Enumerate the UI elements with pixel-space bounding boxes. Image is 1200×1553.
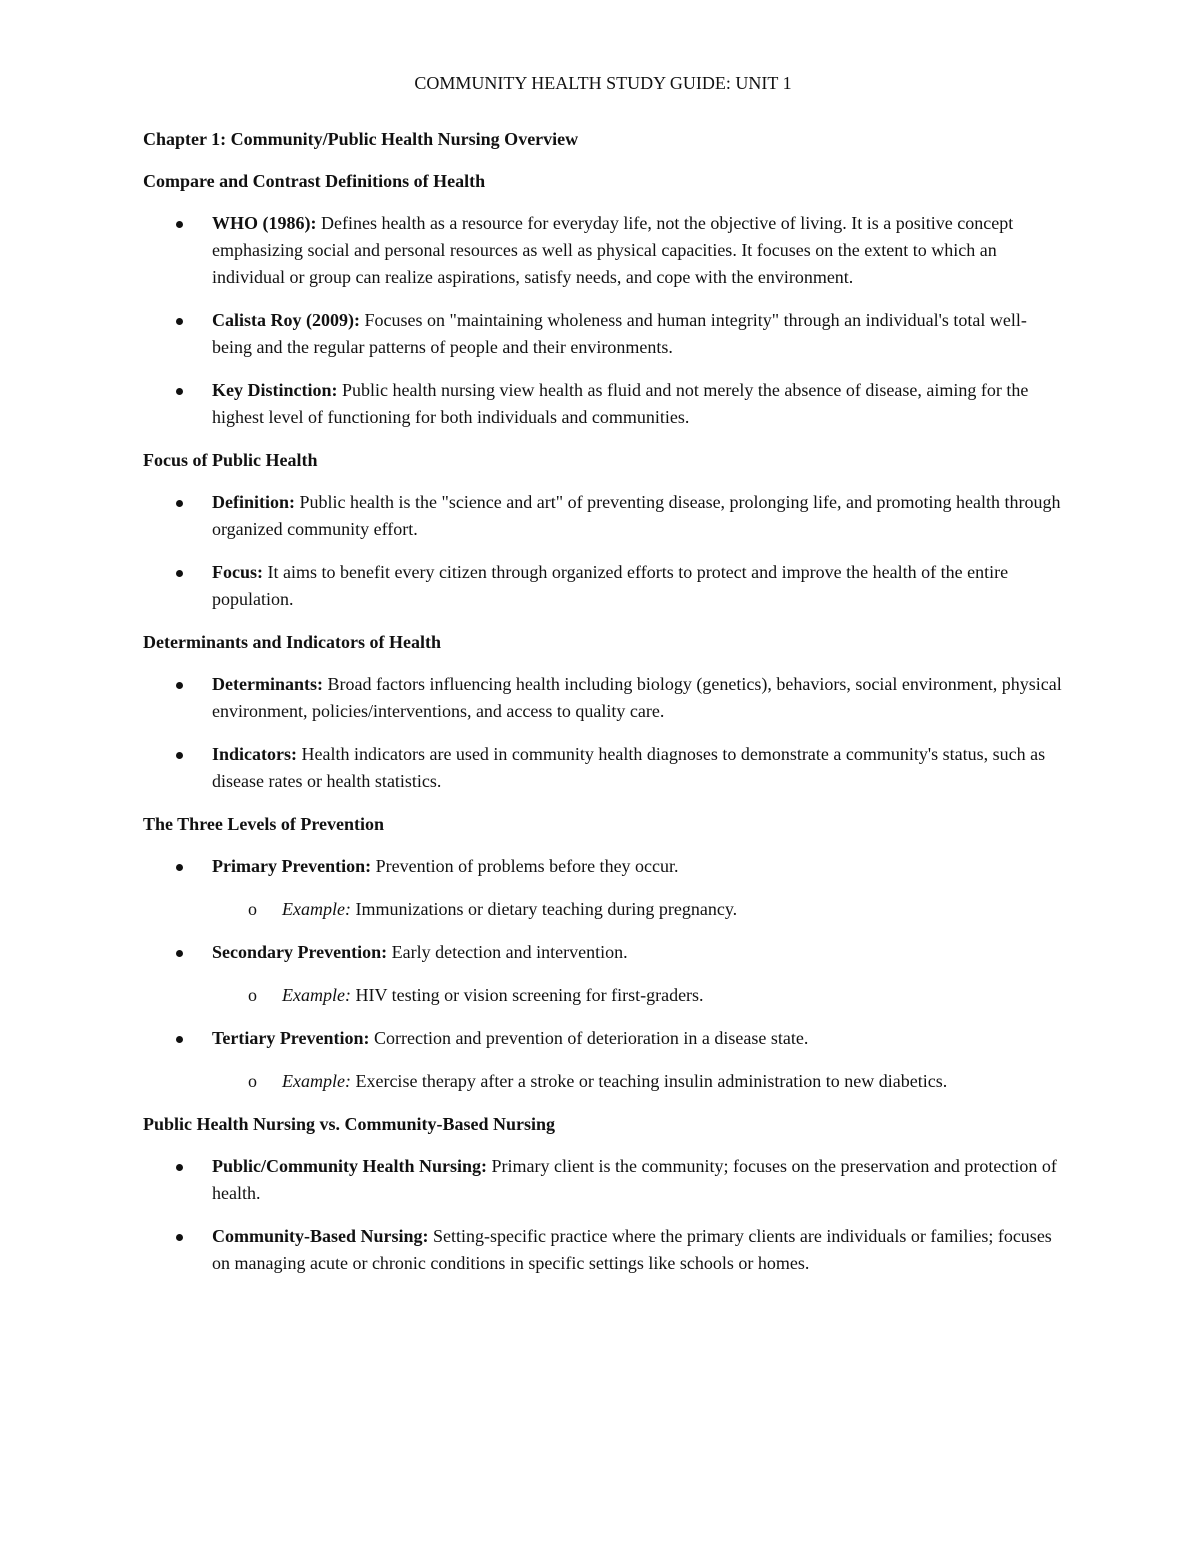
bullet-list xyxy=(143,1153,1063,1277)
section-phn-vs-community-based xyxy=(143,1111,1063,1277)
item-term: Key Distinction: xyxy=(212,380,338,400)
section-levels-of-prevention xyxy=(143,811,1063,1095)
bullet-list xyxy=(143,853,1063,880)
example-item xyxy=(143,982,1063,1009)
item-text: Prevention of problems before they occur. xyxy=(371,856,679,876)
section-heading: Focus of Public Health xyxy=(143,450,318,470)
item-term: Focus: xyxy=(212,562,263,582)
list-item xyxy=(143,1153,1063,1207)
section-definitions-of-health xyxy=(143,168,1063,431)
item-text: Public health is the "science and art" of preventing disease, prolonging life, and promoting health through organized community effort. xyxy=(212,492,1061,539)
item-term: Community-Based Nursing: xyxy=(212,1226,429,1246)
example-label: Example: xyxy=(282,1071,351,1091)
section-focus-of-public-health xyxy=(143,447,1063,613)
bullet-list xyxy=(143,1025,1063,1052)
bullet-icon xyxy=(176,864,183,871)
example-item xyxy=(143,1068,1063,1095)
bullet-icon xyxy=(176,318,183,325)
item-text: It aims to benefit every citizen through organized efforts to protect and improve the health of the entire population. xyxy=(212,562,1009,609)
item-term: WHO (1986): xyxy=(212,213,317,233)
list-item xyxy=(143,939,1063,966)
list-item xyxy=(143,853,1063,880)
bullet-icon xyxy=(176,221,183,228)
item-term: Definition: xyxy=(212,492,295,512)
example-item xyxy=(143,896,1063,923)
list-item xyxy=(143,671,1063,725)
bullet-list xyxy=(143,671,1063,795)
item-term: Calista Roy (2009): xyxy=(212,310,360,330)
bullet-icon xyxy=(176,752,183,759)
item-term: Secondary Prevention: xyxy=(212,942,388,962)
item-term: Indicators: xyxy=(212,744,297,764)
example-label: Example: xyxy=(282,899,351,919)
section-heading: Public Health Nursing vs. Community-Based Nursing xyxy=(143,1114,556,1134)
section-heading: Compare and Contrast Definitions of Health xyxy=(143,171,486,191)
example-label: Example: xyxy=(282,985,351,1005)
item-text: Health indicators are used in community health diagnoses to demonstrate a community's status, such as disease rates or health statistics. xyxy=(212,744,1046,791)
bullet-list xyxy=(143,489,1063,613)
item-text: Setting-specific practice where the primary clients are individuals or families; focuses on managing acute or chronic conditions in specific settings like schools or homes. xyxy=(212,1226,1052,1273)
bullet-icon xyxy=(176,682,183,689)
bullet-icon xyxy=(176,570,183,577)
item-text: Primary client is the community; focuses on the preservation and protection of health. xyxy=(212,1156,1057,1203)
bullet-icon xyxy=(176,500,183,507)
chapter-heading: Chapter 1: Community/Public Health Nursing Overview xyxy=(143,129,579,149)
item-text: Correction and prevention of deterioration in a disease state. xyxy=(369,1028,809,1048)
list-item xyxy=(143,741,1063,795)
section-heading: Determinants and Indicators of Health xyxy=(143,632,441,652)
bullet-list xyxy=(143,939,1063,966)
item-term: Primary Prevention: xyxy=(212,856,372,876)
list-item xyxy=(143,307,1063,361)
item-term: Determinants: xyxy=(212,674,323,694)
section-determinants-indicators xyxy=(143,629,1063,795)
bullet-icon xyxy=(176,950,183,957)
list-item xyxy=(143,210,1063,291)
item-text: Public health nursing view health as fluid and not merely the absence of disease, aiming for the highest level of functioning for both individuals and communities. xyxy=(212,380,1029,427)
sub-bullet-marker: o xyxy=(248,899,257,919)
section-heading: The Three Levels of Prevention xyxy=(143,814,384,834)
example-text: HIV testing or vision screening for first-graders. xyxy=(350,985,704,1005)
item-term: Public/Community Health Nursing: xyxy=(212,1156,488,1176)
list-item xyxy=(143,489,1063,543)
sub-bullet-marker: o xyxy=(248,985,257,1005)
bullet-list xyxy=(143,210,1063,431)
item-text: Defines health as a resource for everyday life, not the objective of living. It is a positive concept emphasizing social and personal resources as well as physical capacities. It focuses on the extent to which an individual or group can realize aspirations, satisfy needs, and cope with the environment. xyxy=(212,213,1014,287)
bullet-icon xyxy=(176,1234,183,1241)
list-item xyxy=(143,1223,1063,1277)
item-text: Broad factors influencing health including biology (genetics), behaviors, social environment, physical environment, policies/interventions, and access to quality care. xyxy=(212,674,1062,721)
list-item xyxy=(143,377,1063,431)
example-text: Exercise therapy after a stroke or teaching insulin administration to new diabetics. xyxy=(350,1071,948,1091)
bullet-icon xyxy=(176,1036,183,1043)
item-text: Early detection and intervention. xyxy=(387,942,628,962)
bullet-icon xyxy=(176,1164,183,1171)
sub-bullet-marker: o xyxy=(248,1071,257,1091)
item-text: Focuses on "maintaining wholeness and human integrity" through an individual's total well-being and the regular patterns of people and their environments. xyxy=(212,310,1027,357)
item-term: Tertiary Prevention: xyxy=(212,1028,370,1048)
example-text: Immunizations or dietary teaching during pregnancy. xyxy=(350,899,738,919)
list-item xyxy=(143,559,1063,613)
document-title: COMMUNITY HEALTH STUDY GUIDE: UNIT 1 xyxy=(414,73,792,93)
document-page xyxy=(143,70,1063,1293)
bullet-icon xyxy=(176,388,183,395)
list-item xyxy=(143,1025,1063,1052)
